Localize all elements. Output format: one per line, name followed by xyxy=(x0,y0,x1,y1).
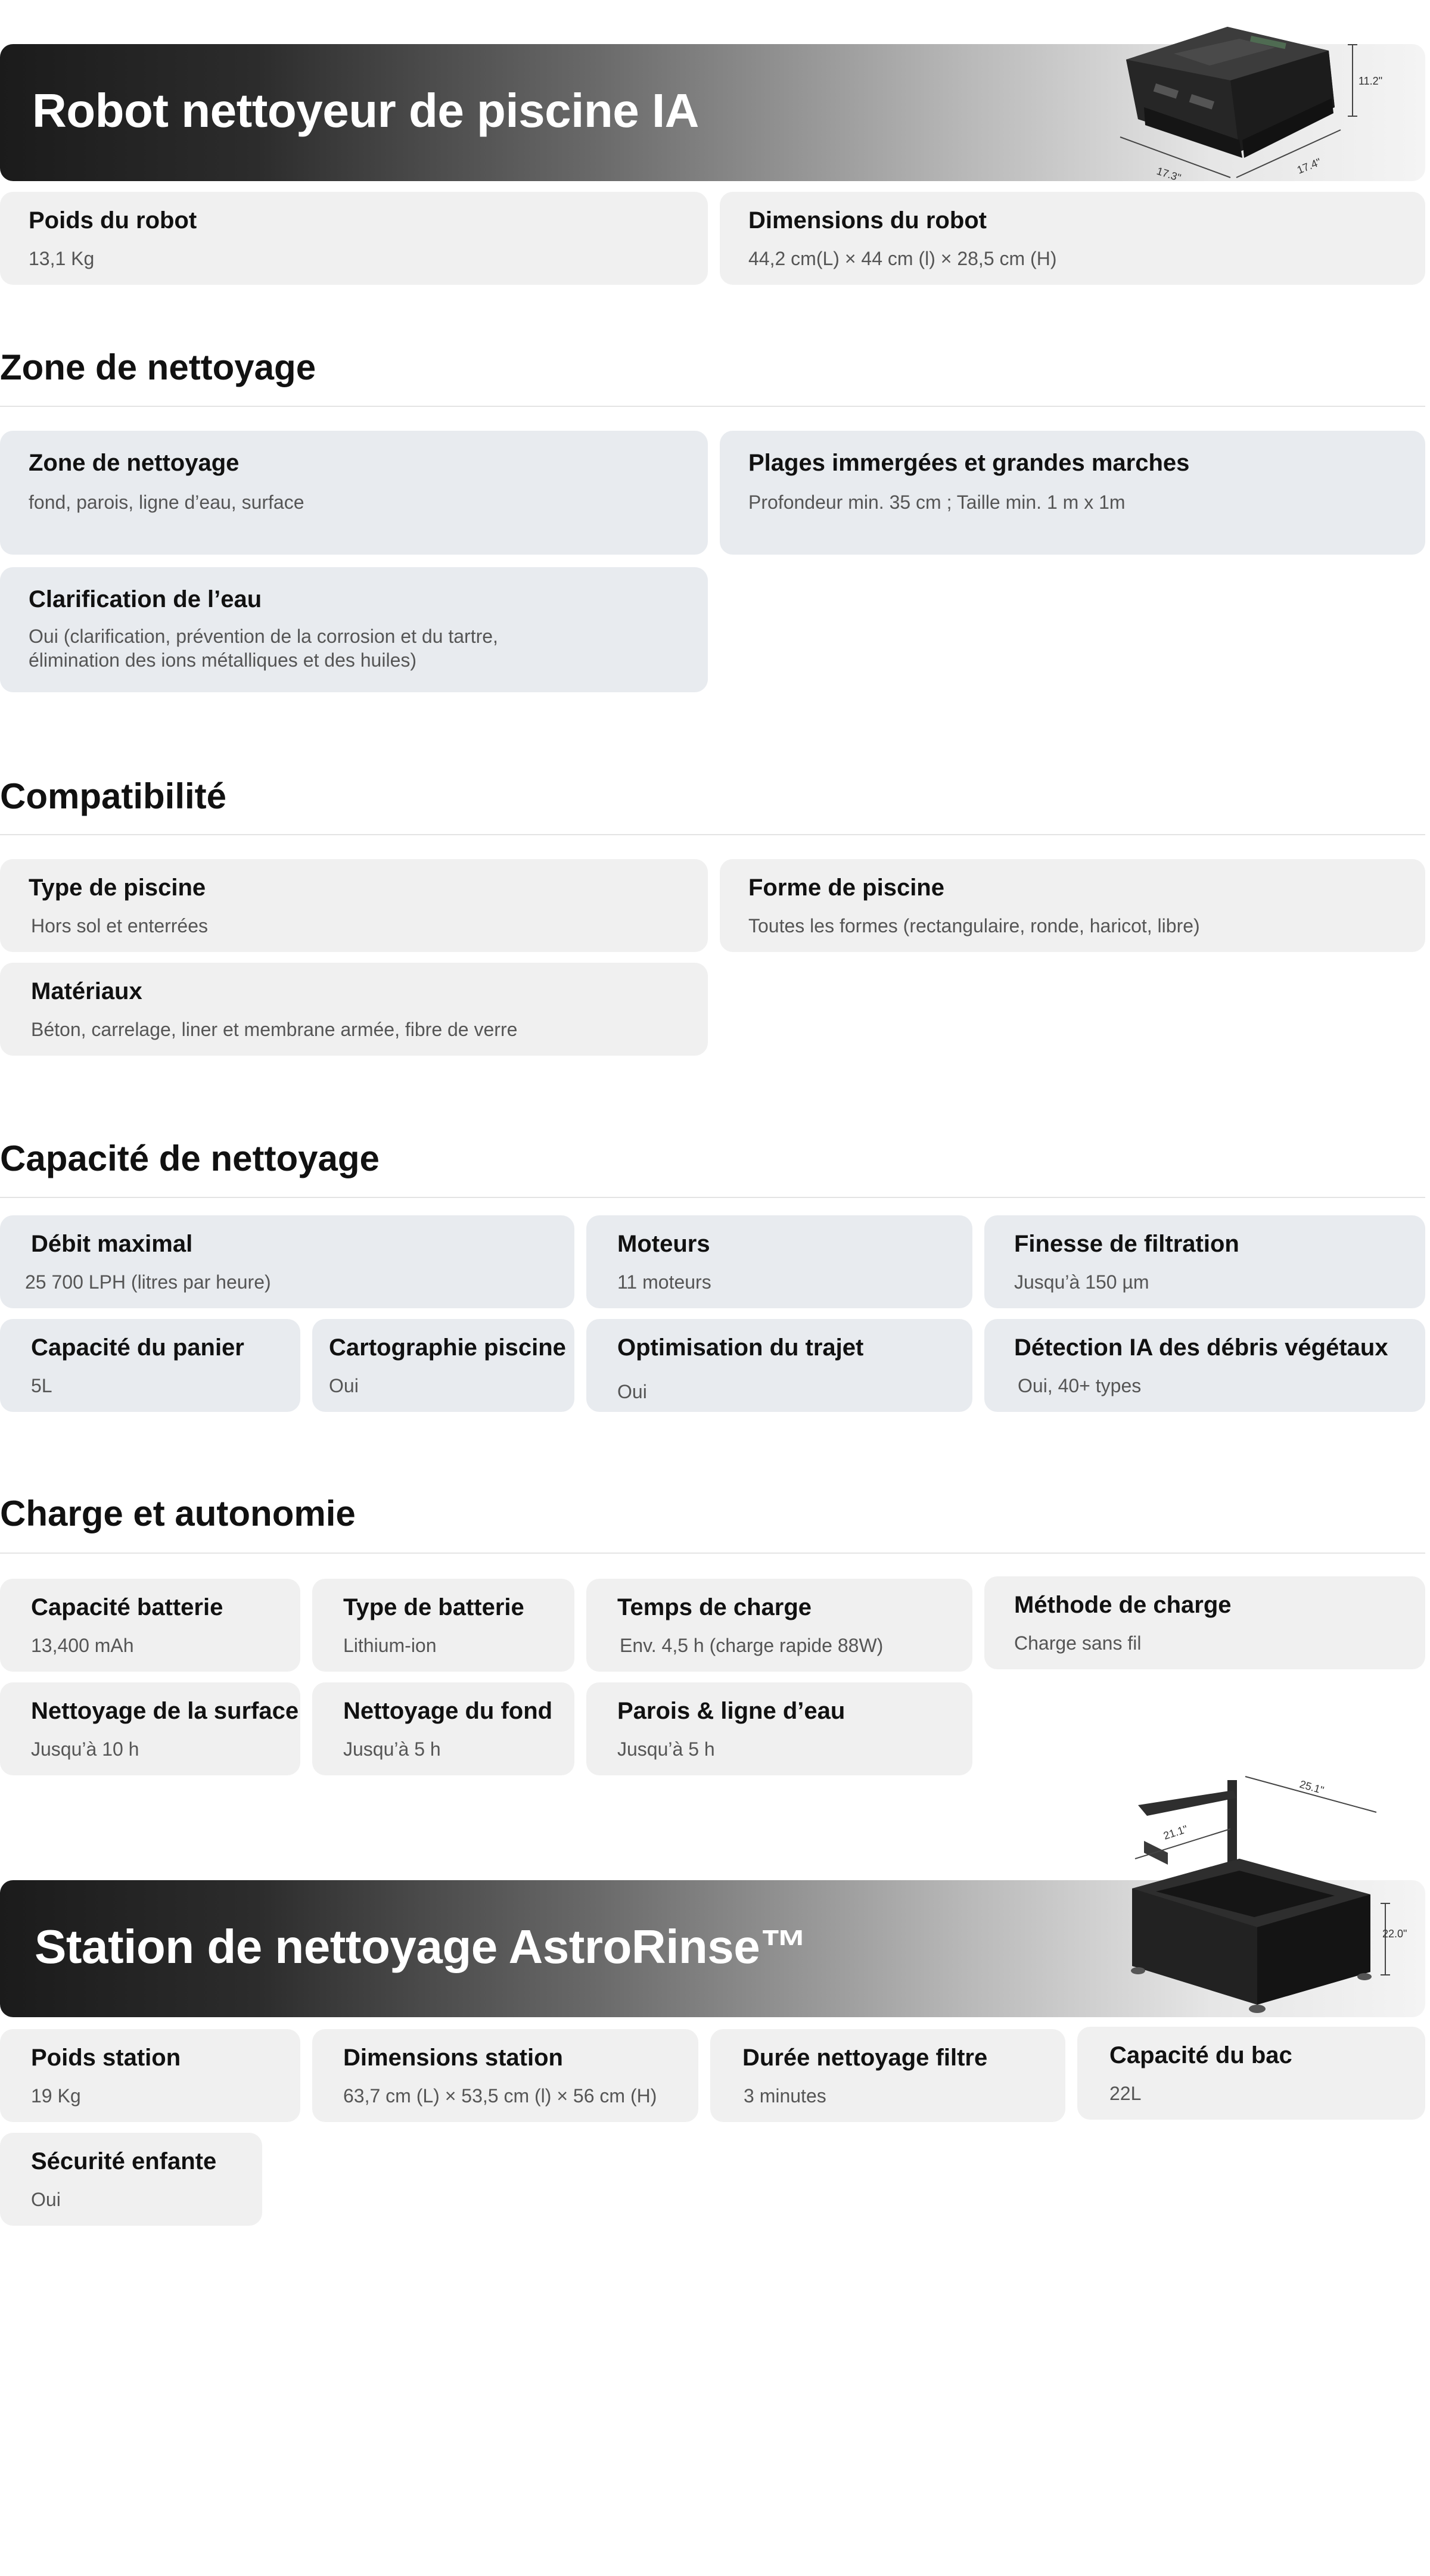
card-type-batterie xyxy=(312,1579,574,1672)
robot-illustration xyxy=(1126,27,1335,158)
card-value: Jusqu’à 5 h xyxy=(617,1738,715,1760)
card-methode-charge xyxy=(984,1576,1425,1669)
card-label: Moteurs xyxy=(617,1231,710,1257)
card-label: Finesse de filtration xyxy=(1014,1231,1239,1257)
card-value: Env. 4,5 h (charge rapide 88W) xyxy=(620,1635,884,1656)
card-value: 11 moteurs xyxy=(617,1271,711,1293)
card-label: Nettoyage du fond xyxy=(343,1698,553,1724)
card-value: 3 minutes xyxy=(744,2085,826,2107)
card-label: Matériaux xyxy=(31,978,142,1004)
card-label: Méthode de charge xyxy=(1014,1592,1232,1618)
divider xyxy=(0,406,1425,407)
card-poids-robot xyxy=(0,192,708,285)
card-value: Profondeur min. 35 cm ; Taille min. 1 m x 1m xyxy=(748,491,1126,513)
card-value: 13,1 Kg xyxy=(29,248,95,269)
card-duree-nettoyage-filtre xyxy=(710,2029,1065,2122)
card-debit-maximal xyxy=(0,1215,574,1308)
card-dimensions-station xyxy=(312,2029,698,2122)
card-value: Jusqu’à 5 h xyxy=(343,1738,441,1760)
card-forme-piscine xyxy=(720,859,1425,952)
card-value: 5L xyxy=(31,1375,52,1396)
section-title-zone: Zone de nettoyage xyxy=(0,347,316,387)
card-cartographie-piscine xyxy=(312,1319,574,1412)
card-type-piscine xyxy=(0,859,708,952)
card-clarification-eau xyxy=(0,567,708,692)
card-label: Optimisation du trajet xyxy=(617,1334,864,1361)
station-title: Station de nettoyage AstroRinse™ xyxy=(35,1920,807,1973)
card-value: 19 Kg xyxy=(31,2085,81,2107)
card-label: Dimensions du robot xyxy=(748,207,987,234)
card-value: Charge sans fil xyxy=(1014,1632,1142,1654)
card-parois-ligne-eau xyxy=(586,1682,972,1775)
card-value: Oui xyxy=(31,2189,61,2210)
station-product-image xyxy=(1120,1769,1424,2026)
card-optimisation-trajet xyxy=(586,1319,972,1412)
card-plages-immergees xyxy=(720,431,1425,555)
card-value: Oui xyxy=(329,1375,359,1396)
card-value: Béton, carrelage, liner et membrane armée, fibre de verre xyxy=(31,1019,518,1040)
card-label: Capacité du bac xyxy=(1109,2042,1292,2068)
card-capacite-panier xyxy=(0,1319,300,1412)
station-dim-width: 25.1" xyxy=(1298,1778,1326,1797)
card-label: Zone de nettoyage xyxy=(29,450,240,476)
card-poids-station xyxy=(0,2029,300,2122)
card-temps-charge xyxy=(586,1579,972,1672)
card-zone-nettoyage xyxy=(0,431,708,555)
card-value: Hors sol et enterrées xyxy=(31,915,209,937)
card-materiaux xyxy=(0,963,708,1056)
section-title-compatibilite: Compatibilité xyxy=(0,776,227,816)
section-title-charge: Charge et autonomie xyxy=(0,1494,356,1533)
card-value: Jusqu’à 10 h xyxy=(31,1738,139,1760)
divider xyxy=(0,834,1425,835)
card-label: Clarification de l’eau xyxy=(29,586,262,612)
card-finesse-filtration xyxy=(984,1215,1425,1308)
divider xyxy=(0,1553,1425,1554)
card-securite-enfant xyxy=(0,2133,262,2226)
card-label: Capacité du panier xyxy=(31,1334,244,1361)
robot-dim-length: 17.3" xyxy=(1155,164,1183,184)
card-value: 63,7 cm (L) × 53,5 cm (l) × 56 cm (H) xyxy=(343,2085,657,2107)
card-label: Plages immergées et grandes marches xyxy=(748,450,1190,476)
card-nettoyage-fond xyxy=(312,1682,574,1775)
card-moteurs xyxy=(586,1215,972,1308)
divider xyxy=(0,1197,1425,1198)
card-label: Débit maximal xyxy=(31,1231,193,1257)
card-value: 22L xyxy=(1109,2083,1142,2104)
card-label: Temps de charge xyxy=(617,1594,812,1620)
card-label: Durée nettoyage filtre xyxy=(742,2045,988,2071)
station-illustration xyxy=(1131,1780,1372,2013)
section-title-capacite: Capacité de nettoyage xyxy=(0,1138,380,1178)
robot-title: Robot nettoyeur de piscine IA xyxy=(32,84,699,137)
card-label: Type de batterie xyxy=(343,1594,524,1620)
card-value: Toutes les formes (rectangulaire, ronde, haricot, libre) xyxy=(748,915,1200,937)
station-dim-height: 22.0" xyxy=(1382,1928,1407,1940)
station-dim-depth: 21.1" xyxy=(1162,1822,1189,1842)
card-detection-ia xyxy=(984,1319,1425,1412)
card-label: Parois & ligne d’eau xyxy=(617,1698,845,1724)
card-value: fond, parois, ligne d’eau, surface xyxy=(29,491,304,513)
card-label: Capacité batterie xyxy=(31,1594,223,1620)
card-value: Oui xyxy=(617,1381,647,1402)
card-label: Dimensions station xyxy=(343,2045,563,2071)
card-value: Oui (clarification, prévention de la corrosion et du tartre, élimination des ions métalliques et des huiles) xyxy=(29,626,498,671)
card-value: Lithium-ion xyxy=(343,1635,437,1656)
card-label: Forme de piscine xyxy=(748,875,944,901)
card-value: Oui, 40+ types xyxy=(1018,1375,1142,1396)
card-value: 44,2 cm(L) × 44 cm (l) × 28,5 cm (H) xyxy=(748,248,1057,269)
card-label: Type de piscine xyxy=(29,875,206,901)
card-capacite-bac xyxy=(1077,2027,1425,2120)
card-label: Détection IA des débris végétaux xyxy=(1014,1334,1388,1361)
card-nettoyage-surface xyxy=(0,1682,300,1775)
card-label: Poids du robot xyxy=(29,207,197,234)
card-label: Poids station xyxy=(31,2045,181,2071)
card-label: Sécurité enfante xyxy=(31,2148,217,2174)
card-label: Nettoyage de la surface xyxy=(31,1698,299,1724)
robot-dim-height: 11.2" xyxy=(1358,75,1383,87)
card-label: Cartographie piscine xyxy=(329,1334,566,1361)
robot-dim-width: 17.4" xyxy=(1295,155,1323,176)
card-value: 13,400 mAh xyxy=(31,1635,134,1656)
card-value: 25 700 LPH (litres par heure) xyxy=(25,1271,271,1293)
card-dimensions-robot xyxy=(720,192,1425,285)
card-capacite-batterie xyxy=(0,1579,300,1672)
card-value: Jusqu’à 150 µm xyxy=(1014,1271,1149,1293)
robot-product-image xyxy=(1102,18,1424,209)
